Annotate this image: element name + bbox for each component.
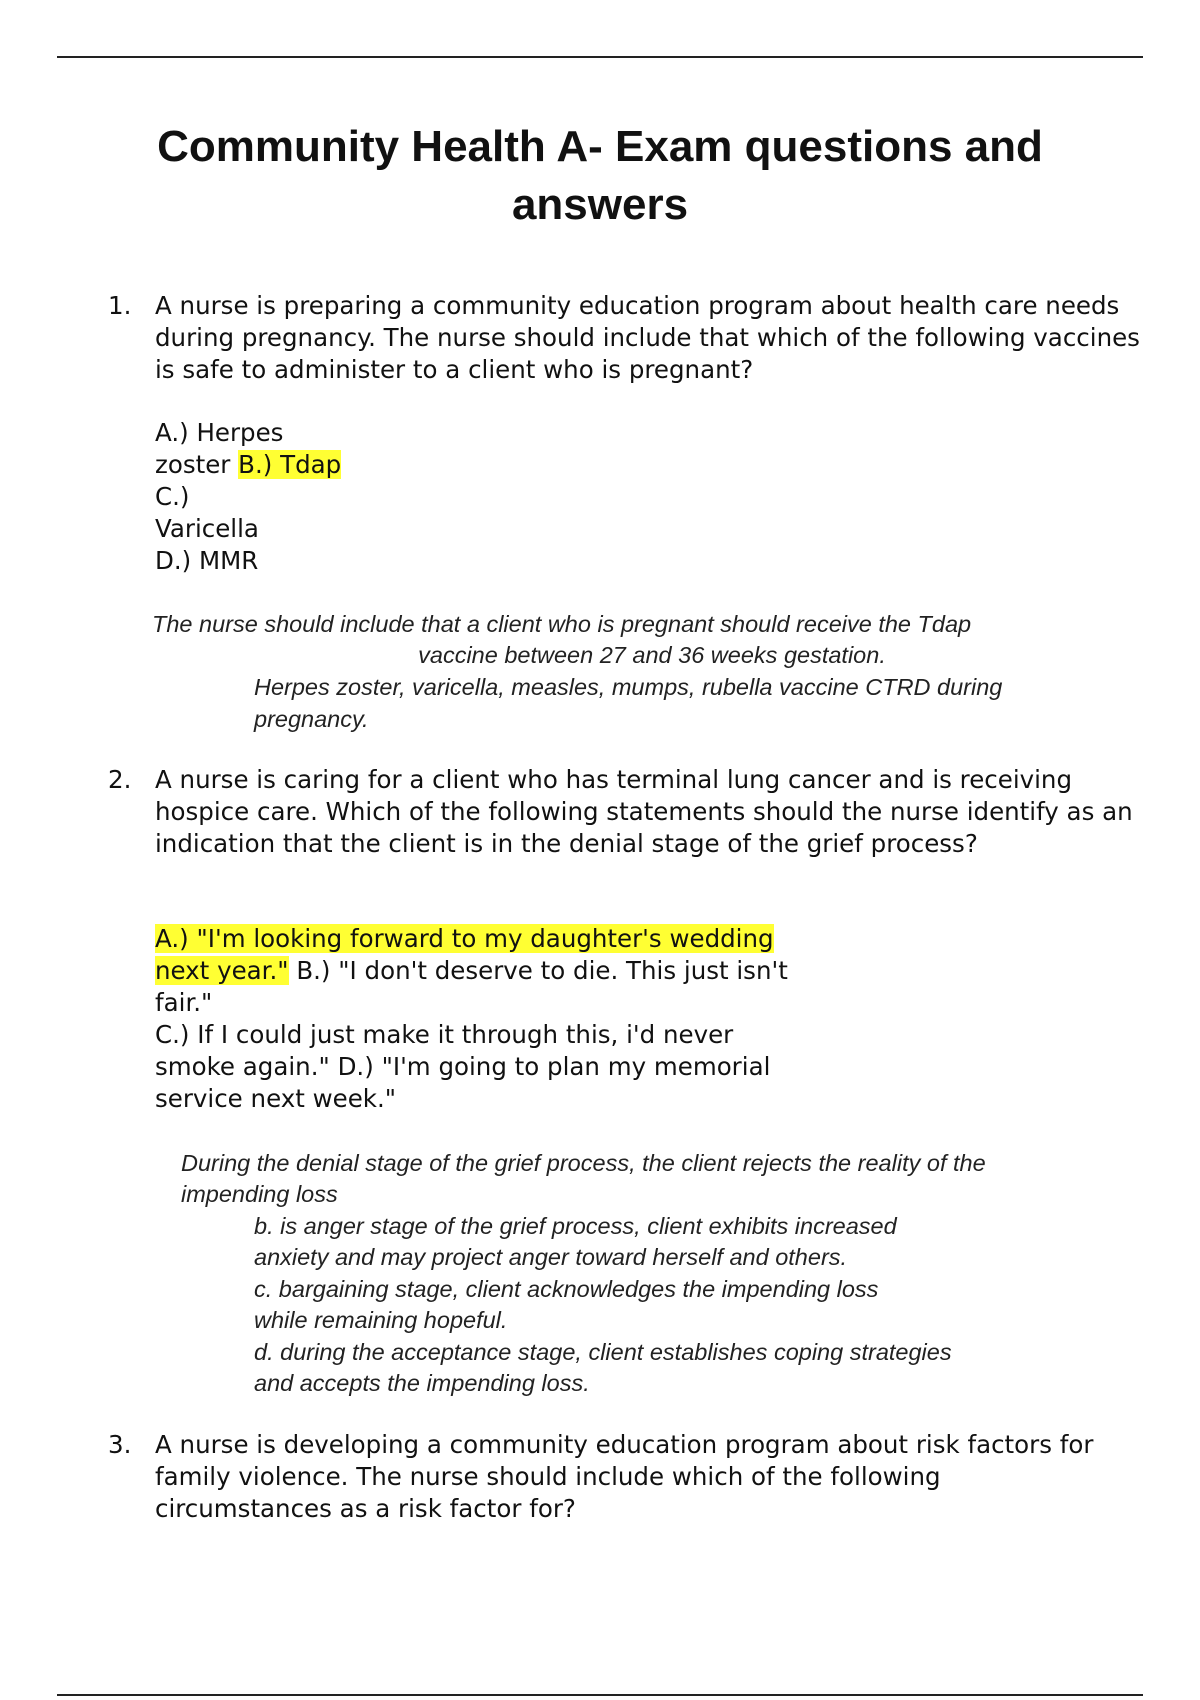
option-a-text: A.) Herpes [155, 418, 284, 447]
rationale-line: and accepts the impending loss. [254, 1370, 590, 1396]
question-number: 1. [108, 291, 132, 320]
rationale-line: During the denial stage of the grief process, the client rejects the reality of the [181, 1150, 986, 1176]
rationale-line: The nurse should include that a client who is pregnant should receive the Tdap [152, 611, 972, 637]
rationale-line: c. bargaining stage, client acknowledges the impending loss [254, 1276, 879, 1302]
option-d-text: D.) MMR [155, 546, 259, 575]
question-2-options [155, 923, 788, 1115]
option-b-text-cont: fair." [155, 988, 213, 1017]
option-c-text: C.) If I could just make it through this, i'd never [155, 1020, 734, 1049]
question-number: 2. [108, 765, 132, 794]
question-number: 3. [108, 1430, 132, 1459]
correct-answer-highlight: A.) "I'm looking forward to my daughter's wedding [155, 924, 774, 953]
bottom-rule [57, 1694, 1143, 1696]
rationale-line: pregnancy. [254, 706, 369, 732]
rationale-line: impending loss [181, 1181, 338, 1207]
document-title: Community Health A- Exam questions and answers [157, 122, 1043, 229]
option-b-text: B.) "I don't deserve to die. This just isn't [288, 956, 788, 985]
question-stem: A nurse is caring for a client who has terminal lung cancer and is receiving hospice care. Which of the following statements should the nurse identify as an indication that the client is in the denial stage of the grief process? [155, 765, 1133, 858]
rationale-line: Herpes zoster, varicella, measles, mumps, rubella vaccine CTRD during [254, 674, 1003, 700]
option-c-text: C.) [155, 482, 190, 511]
top-rule [57, 56, 1143, 58]
rationale-line: b. is anger stage of the grief process, client exhibits increased [254, 1213, 897, 1239]
question-stem: A nurse is preparing a community education program about health care needs during pregnancy. The nurse should include that which of the following vaccines is safe to administer to a client who is pregnant? [155, 291, 1140, 384]
option-a-text-cont: zoster [155, 450, 231, 479]
rationale-line: vaccine between 27 and 36 weeks gestation. [418, 642, 886, 668]
option-c-text-cont: smoke again." [155, 1052, 330, 1081]
rationale-line: while remaining hopeful. [254, 1307, 508, 1333]
question-stem: A nurse is developing a community education program about risk factors for family violence. The nurse should include which of the following circumstances as a risk factor for? [155, 1430, 1094, 1523]
question-1-options [155, 417, 341, 577]
option-d-text-cont: service next week." [155, 1084, 397, 1113]
correct-answer-highlight: B.) Tdap [238, 450, 342, 479]
rationale-line: d. during the acceptance stage, client establishes coping strategies [254, 1339, 952, 1365]
correct-answer-highlight-cont: next year." [155, 956, 289, 985]
option-d-text: D.) "I'm going to plan my memorial [329, 1052, 771, 1081]
rationale-line: anxiety and may project anger toward herself and others. [254, 1244, 848, 1270]
option-c-text-cont: Varicella [155, 514, 259, 543]
